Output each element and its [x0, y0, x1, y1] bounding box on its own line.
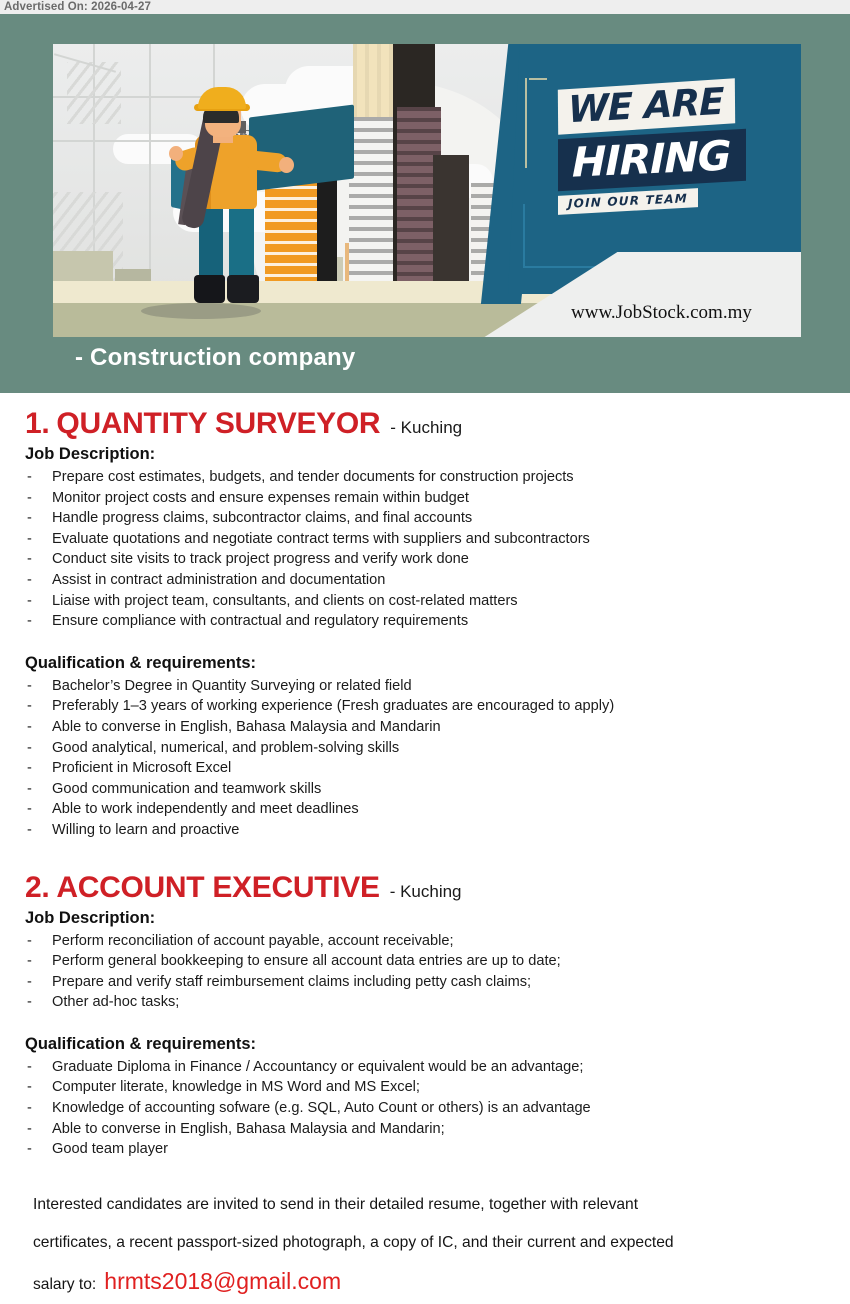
- list-item: - Perform reconciliation of account payable, account receivable;: [25, 931, 830, 952]
- accent-line: [523, 204, 525, 268]
- list-item: - Good team player: [25, 1139, 830, 1160]
- job-location-1: - Kuching: [390, 418, 463, 437]
- accent-line: [529, 78, 547, 80]
- worker-boot: [194, 275, 225, 303]
- list-item: - Knowledge of accounting sofware (e.g. SQL, Auto Count or others) is an advantage: [25, 1098, 830, 1119]
- worker-boot: [227, 275, 259, 303]
- accent-line: [525, 78, 527, 168]
- list-item: - Good analytical, numerical, and problem-solving skills: [25, 738, 830, 759]
- list-item: - Conduct site visits to track project progress and verify work done: [25, 549, 830, 570]
- hiring-text: HIRING: [572, 131, 731, 187]
- job-qualification-heading-2: Qualification & requirements:: [25, 1034, 257, 1053]
- join-our-team-box: [558, 188, 698, 215]
- join-our-team-text: JOIN OUR TEAM: [568, 191, 688, 211]
- closing-line-2: certificates, a recent passport-sized photograph, a copy of IC, and their current and expected: [33, 1233, 674, 1251]
- list-item: - Preferably 1–3 years of working experience (Fresh graduates are encouraged to apply): [25, 696, 830, 717]
- job-qualification-list-2: [25, 1057, 830, 1160]
- job-number-2: 2.: [25, 870, 50, 904]
- company-name: - Construction company: [75, 344, 356, 371]
- job-title-1: QUANTITY SURVEYOR: [56, 407, 381, 440]
- job-number-1: 1.: [25, 407, 50, 440]
- website-url: www.JobStock.com.my: [571, 302, 752, 323]
- list-item: - Liaise with project team, consultants, and clients on cost-related matters: [25, 591, 830, 612]
- job-listing-content: [0, 393, 850, 1304]
- list-item: - Able to work independently and meet deadlines: [25, 799, 830, 820]
- closing-paragraph: [25, 1186, 830, 1304]
- salary-to-label: salary to:: [33, 1275, 97, 1293]
- list-item: - Proficient in Microsoft Excel: [25, 758, 830, 779]
- job-qualification-heading-1: Qualification & requirements:: [25, 653, 257, 672]
- job-title-row-2: [25, 871, 830, 905]
- window-stripes: [349, 117, 395, 303]
- application-email[interactable]: hrmts2018@gmail.com: [104, 1267, 342, 1294]
- list-item: - Prepare cost estimates, budgets, and tender documents for construction projects: [25, 467, 830, 488]
- closing-line-1: Interested candidates are invited to send in their detailed resume, together with relevant: [33, 1195, 639, 1213]
- hiring-banner: [0, 14, 850, 393]
- list-item: - Evaluate quotations and negotiate contract terms with suppliers and subcontractors: [25, 529, 830, 550]
- hiring-headline-group: [558, 79, 801, 211]
- list-item: - Assist in contract administration and documentation: [25, 570, 830, 591]
- list-item: - Prepare and verify staff reimbursement claims including petty cash claims;: [25, 972, 830, 993]
- list-item: - Willing to learn and proactive: [25, 820, 830, 841]
- skyline-tower-white: [349, 117, 395, 303]
- list-item: - Able to converse in English, Bahasa Malaysia and Mandarin;: [25, 1119, 830, 1140]
- list-item: - Computer literate, knowledge in MS Word and MS Excel;: [25, 1077, 830, 1098]
- hiring-box: [558, 129, 746, 192]
- job-description-list-1: [25, 467, 830, 632]
- advertised-on-text: Advertised On: 2026-04-27: [4, 1, 151, 13]
- job-title-2: ACCOUNT EXECUTIVE: [56, 870, 380, 904]
- list-item: - Ensure compliance with contractual and regulatory requirements: [25, 611, 830, 632]
- job-location-2: - Kuching: [389, 881, 462, 901]
- we-are-box: [558, 78, 736, 134]
- list-item: - Graduate Diploma in Finance / Accountancy or equivalent would be an advantage;: [25, 1057, 830, 1078]
- list-item: - Able to converse in English, Bahasa Malaysia and Mandarin: [25, 717, 830, 738]
- job-qualification-list-1: [25, 676, 830, 841]
- list-item: - Monitor project costs and ensure expenses remain within budget: [25, 488, 830, 509]
- we-are-text: WE ARE: [567, 79, 724, 132]
- list-item: - Perform general bookkeeping to ensure all account data entries are up to date;: [25, 951, 830, 972]
- job-description-heading-1: Job Description:: [25, 445, 156, 463]
- list-item: - Good communication and teamwork skills: [25, 779, 830, 800]
- advertised-on-bar: [0, 0, 850, 14]
- list-item: - Handle progress claims, subcontractor claims, and final accounts: [25, 508, 830, 529]
- worker-hand: [279, 157, 294, 173]
- job-description-heading-2: Job Description:: [25, 908, 156, 927]
- closing-line-3: [33, 1262, 830, 1304]
- blueprint-sheet: [249, 105, 354, 192]
- blueprint-line: [149, 44, 151, 284]
- job-description-list-2: [25, 931, 830, 1013]
- worker-hand: [169, 146, 183, 161]
- worker-shadow: [141, 303, 261, 319]
- list-item: - Bachelor’s Degree in Quantity Surveying or related field: [25, 676, 830, 697]
- list-item: - Other ad-hoc tasks;: [25, 992, 830, 1013]
- job-block-2: [25, 871, 830, 1160]
- banner-illustration: [53, 44, 801, 337]
- job-title-row-1: [25, 407, 830, 441]
- job-block-1: [25, 407, 830, 841]
